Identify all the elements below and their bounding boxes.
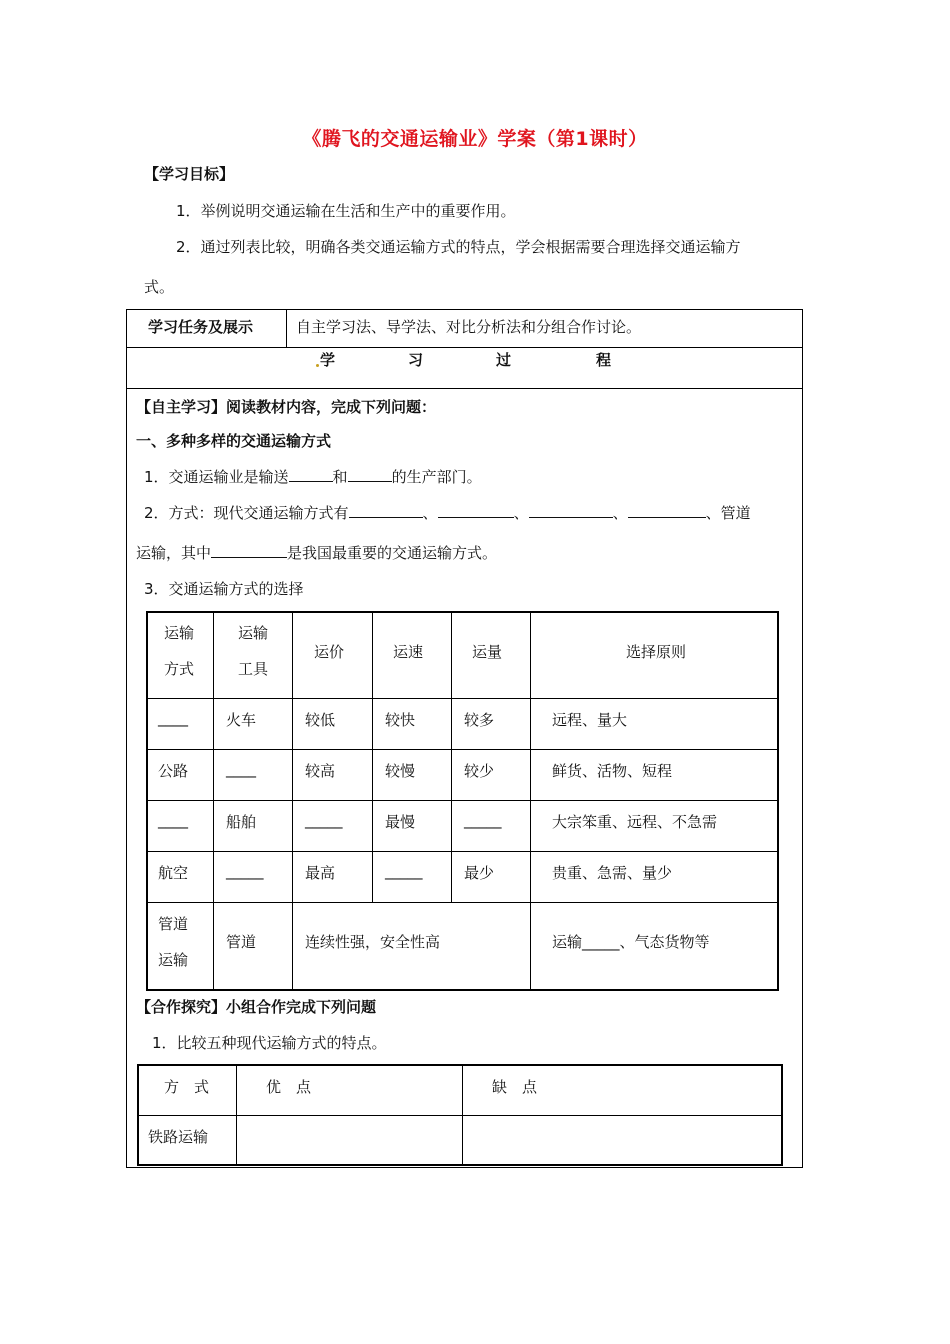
q1-blank-2[interactable]: [348, 467, 392, 482]
r4-volume: 最少: [464, 864, 495, 882]
th-tool-1: 运输: [238, 624, 269, 642]
r2-principle: 鲜货、活物、短程: [552, 762, 673, 780]
q2-line2-b: 是我国最重要的交通运输方式。: [287, 544, 498, 562]
r5-feature: 连续性强，安全性高: [305, 933, 441, 951]
objective-2-line2: 式。: [144, 278, 175, 296]
r4-price: 最高: [305, 864, 336, 882]
process-char-2: 习: [408, 351, 424, 369]
t2-header-advantages: 优 点: [266, 1078, 312, 1096]
q2-sep-2: 、: [513, 504, 529, 522]
q2-sep-3: 、: [612, 504, 628, 522]
q2-line2-a: 运输，其中: [136, 544, 212, 562]
r4-speed[interactable]: _____: [385, 862, 423, 880]
th-speed: 运速: [393, 643, 424, 661]
cooperation-heading: 【合作探究】小组合作完成下列问题: [136, 998, 377, 1016]
th-principle: 选择原则: [626, 643, 687, 661]
r4-mode: 航空: [158, 864, 189, 882]
q2-blank-5[interactable]: [211, 543, 287, 558]
q2-blank-3[interactable]: [529, 503, 613, 518]
r3-mode[interactable]: ____: [158, 811, 188, 829]
q1-text-a: 1．交通运输业是输送: [144, 468, 289, 486]
r1-price: 较低: [305, 711, 336, 729]
r5-principle[interactable]: 运输_____、气态货物等: [552, 933, 710, 951]
r5-mode-1: 管道: [158, 915, 189, 933]
t2-row1-disadvantages-cell[interactable]: [466, 1118, 778, 1162]
q2-text-a: 2．方式：现代交通运输方式有: [144, 504, 349, 522]
r2-tool[interactable]: ____: [226, 760, 256, 778]
objectives-heading: 【学习目标】: [144, 165, 235, 183]
th-mode-2: 方式: [164, 660, 195, 678]
r3-price[interactable]: _____: [305, 811, 343, 829]
r5-mode-2: 运输: [158, 951, 189, 969]
question-3: 3．交通运输方式的选择: [144, 580, 304, 598]
r2-volume: 较少: [464, 762, 495, 780]
r2-price: 较高: [305, 762, 336, 780]
r4-principle: 贵重、急需、量少: [552, 864, 673, 882]
section-1-heading: 一、多种多样的交通运输方式: [136, 432, 332, 450]
th-tool-2: 工具: [238, 660, 269, 678]
task-label: 学习任务及展示: [148, 318, 254, 336]
q2-blank-2[interactable]: [438, 503, 514, 518]
question-2: [144, 502, 751, 523]
r3-tool: 船舶: [226, 813, 257, 831]
th-mode-1: 运输: [164, 624, 195, 642]
r3-speed: 最慢: [385, 813, 416, 831]
t2-header-mode: 方 式: [164, 1078, 210, 1096]
process-char-4: 程: [596, 351, 612, 369]
q2-sep-1: 、: [422, 504, 438, 522]
r1-volume: 较多: [464, 711, 495, 729]
r5-tool: 管道: [226, 933, 257, 951]
r3-principle: 大宗笨重、远程、不急需: [552, 813, 718, 831]
q1-text-b: 和: [332, 468, 348, 486]
r2-mode: 公路: [158, 762, 189, 780]
q2-blank-4[interactable]: [628, 503, 706, 518]
t2-row1-mode: 铁路运输: [148, 1128, 209, 1146]
question-1: [144, 466, 482, 487]
cooperation-q1: 1．比较五种现代运输方式的特点。: [152, 1034, 387, 1052]
th-price: 运价: [314, 643, 345, 661]
t2-header-disadvantages: 缺 点: [492, 1078, 538, 1096]
q2-blank-1[interactable]: [349, 503, 423, 518]
r1-mode[interactable]: ____: [158, 709, 188, 727]
r1-tool: 火车: [226, 711, 257, 729]
r1-speed: 较快: [385, 711, 416, 729]
process-char-1: 学: [320, 351, 336, 369]
decorative-dot: [316, 364, 319, 367]
q2-text-end: 、管道: [705, 504, 751, 522]
t2-row1-advantages-cell[interactable]: [240, 1118, 460, 1162]
r1-principle: 远程、量大: [552, 711, 628, 729]
process-char-3: 过: [496, 351, 512, 369]
th-volume: 运量: [472, 643, 503, 661]
r2-speed: 较慢: [385, 762, 416, 780]
objective-1: 1．举例说明交通运输在生活和生产中的重要作用。: [176, 202, 516, 220]
question-2-line2: [136, 542, 497, 563]
r3-volume[interactable]: _____: [464, 811, 502, 829]
objective-2-line1: 2．通过列表比较，明确各类交通运输方式的特点，学会根据需要合理选择交通运输方: [176, 238, 741, 256]
page-title: 《腾飞的交通运输业》学案（第1课时）: [302, 128, 648, 150]
q1-text-c: 的生产部门。: [391, 468, 482, 486]
self-study-heading: 【自主学习】阅读教材内容，完成下列问题：: [136, 398, 437, 416]
task-value: 自主学习法、导学法、对比分析法和分组合作讨论。: [296, 318, 642, 336]
r4-tool[interactable]: _____: [226, 862, 264, 880]
q1-blank-1[interactable]: [289, 467, 333, 482]
